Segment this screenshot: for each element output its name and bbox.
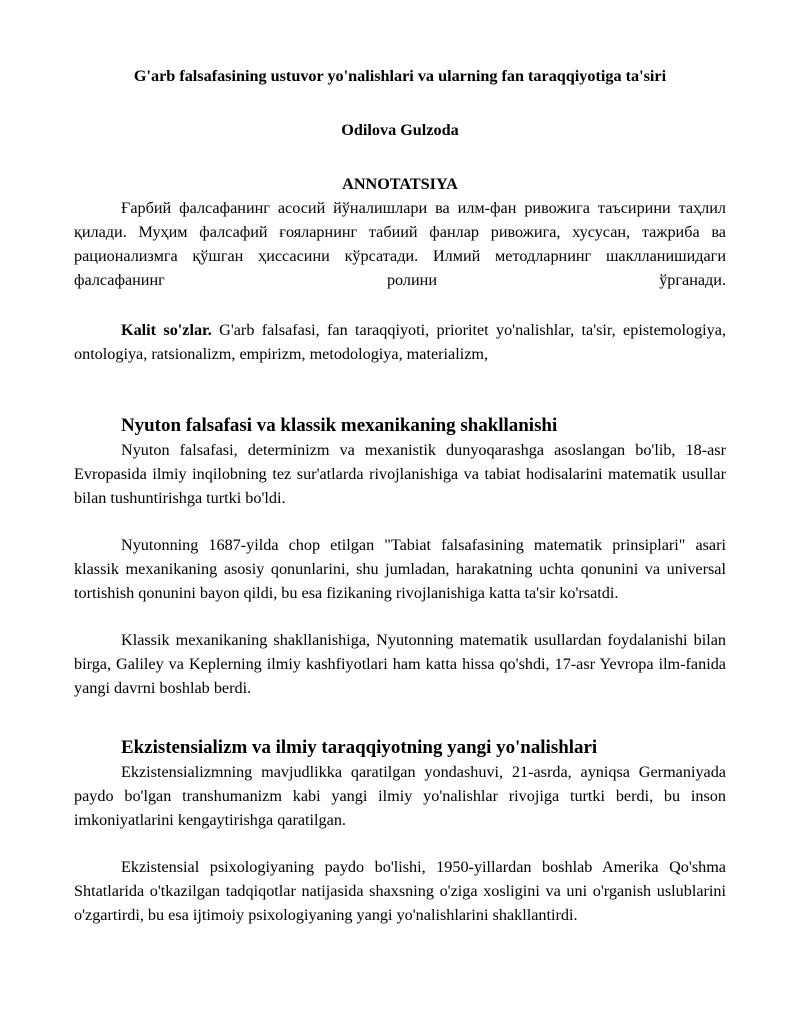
- body-paragraph: Ekzistensializmning mavjudlikka qaratilgan yondashuvi, 21-asrda, ayniqsa Germaniyada paydo bo'lgan transhumanizm kabi yangi ilmiy yo'nalishlar rivojiga turtki berdi, bu inson imkoniyatlarini kengaytirishga qaratilgan.: [74, 763, 726, 829]
- paper-title: G'arb falsafasining ustuvor yo'nalishlari va ularning fan taraqqiyotiga ta'siri: [133, 67, 667, 85]
- document-page: [74, 64, 726, 927]
- author-name: Odilova Gulzoda: [341, 121, 459, 139]
- body-paragraph: Klassik mexanikaning shakllanishiga, Nyutonning matematik usullardan foydalanishi bilan birga, Galiley va Keplerning ilmiy kashfiyotlari ham katta hissa qo'shdi, 17-asr Yevropa ilm-fanida yangi davrni boshlab berdi.: [74, 631, 726, 697]
- section-heading: Nyuton falsafasi va klassik mexanikaning shakllanishi: [121, 415, 558, 436]
- annotation-text: Ғарбий фалсафанинг асосий йўналишлари ва илм-фан ривожига таъсирини таҳлил қилади. Муҳим фалсафий ғояларнинг табиий фанлар ривожига, хусусан, тажриба ва рационализмга қўшган ҳиссасини кўрсатади. Илмий методларнинг шаклланишидаги фалсафанинг ролини ўрганади.: [74, 199, 726, 289]
- body-paragraph: Nyuton falsafasi, determinizm va mexanistik dunyoqarashga asoslangan bo'lib, 18-asr Evropasida ilmiy inqilobning tez sur'atlarda rivojlanishiga va tabiat hodisalarini matematik usullar bilan tushuntirishga turtki bo'ldi.: [74, 441, 726, 507]
- keywords-paragraph: [74, 318, 726, 366]
- body-paragraph: Nyutonning 1687-yilda chop etilgan "Tabiat falsafasining matematik prinsiplari" asari klassik mexanikaning asosiy qonunlarini, shu jumladan, harakatning uchta qonunini va universal tortishish qonunini bayon qildi, bu esa fizikaning rivojlanishiga katta ta'sir ko'rsatdi.: [74, 536, 726, 602]
- section-heading: Ekzistensializm va ilmiy taraqqiyotning yangi yo'nalishlari: [121, 737, 598, 758]
- body-paragraph: Ekzistensial psixologiyaning paydo bo'lishi, 1950-yillardan boshlab Amerika Qo'shma Shtatlarida o'tkazilgan tadqiqotlar natijasida shaxsning o'ziga xosligini va uni o'rganish uslublarini o'zgartirdi, bu esa ijtimoiy psixologiyaning yangi yo'nalishlarini shakllantirdi.: [74, 858, 726, 924]
- keywords-label: Kalit so'zlar.: [121, 321, 212, 339]
- annotation-heading: ANNOTATSIYA: [342, 175, 458, 193]
- keywords-list: G'arb falsafasi, fan taraqqiyoti, prioritet yo'nalishlar, ta'sir, epistemologiya, ontologiya, ratsionalizm, empirizm, metodologiya, materializm,: [74, 321, 726, 363]
